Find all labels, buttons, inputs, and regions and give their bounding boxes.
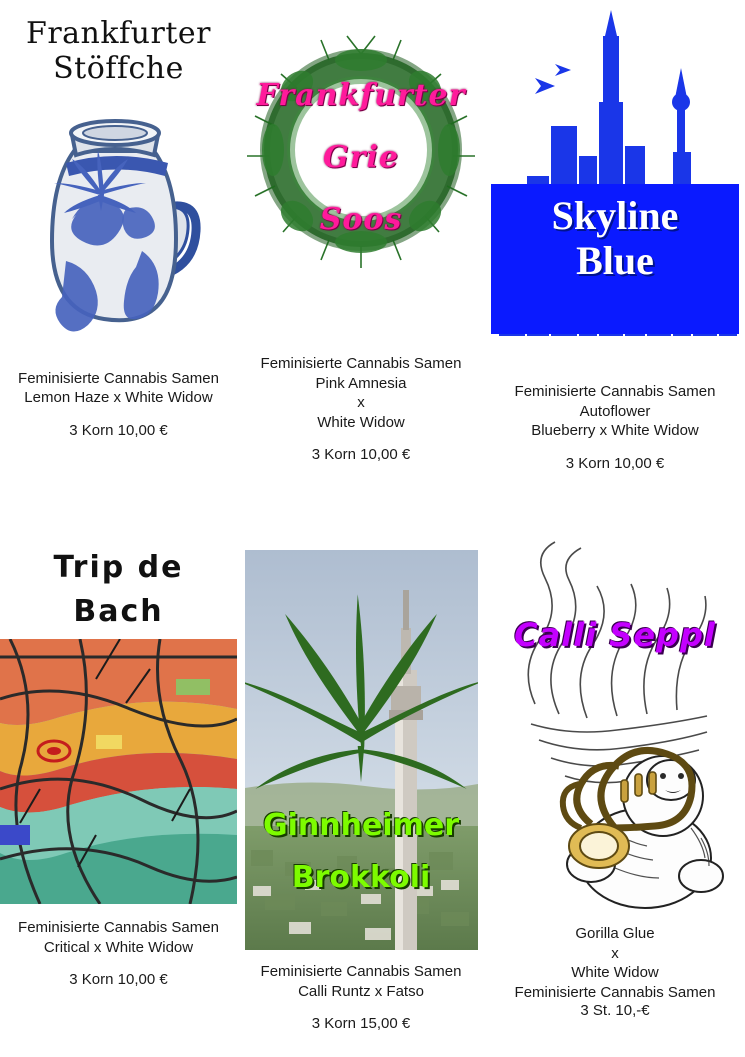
tower-title-line: Ginnheimer: [262, 808, 459, 843]
herb-wreath-icon: [245, 30, 477, 282]
product-title-line: Frankfurter: [26, 16, 211, 51]
product-price: 3 Korn 10,00 €: [311, 446, 411, 463]
caption-line: White Widow: [317, 413, 405, 431]
skyline-artwork: [491, 6, 739, 336]
caption-line: White Widow: [571, 964, 659, 981]
product-card-skyline-blue: [485, 0, 745, 520]
psychedelic-map-artwork: [0, 639, 237, 904]
skyline-title-line: Blue: [576, 237, 654, 283]
caption-line: Feminisierte Cannabis Samen: [260, 963, 462, 980]
wreath-title-line: Soos: [319, 202, 403, 237]
product-title-line: Trip de: [53, 550, 184, 585]
product-title: [54, 546, 184, 633]
tv-tower-artwork: [245, 550, 478, 950]
caption-line: Autoflower: [579, 402, 651, 420]
product-caption: [237, 354, 485, 432]
caption-line: Feminisierte Cannabis Samen: [514, 983, 716, 1001]
product-title-line: Bach: [73, 593, 164, 629]
product-card-ginnheimer-brokkoli: [237, 520, 485, 1057]
product-caption: [485, 924, 745, 1002]
caption-line: Feminisierte Cannabis Samen: [18, 919, 219, 936]
product-caption: [237, 962, 485, 1001]
caption-line: Critical x White Widow: [43, 938, 194, 956]
skyline-title-line: Skyline: [551, 193, 679, 238]
wreath-title-line: Grie: [323, 140, 399, 175]
caption-line: Feminisierte Cannabis Samen: [18, 369, 219, 387]
bembel-jug-icon: [14, 91, 224, 351]
product-caption: [0, 918, 237, 957]
product-price: 3 St. 10,-€: [580, 1002, 650, 1019]
product-price: 3 Korn 10,00 €: [69, 421, 168, 439]
caption-line: Calli Runtz x Fatso: [298, 982, 424, 1000]
caption-line: x: [357, 394, 365, 411]
product-price: 3 Korn 15,00 €: [311, 1015, 411, 1032]
skyline-title: [491, 194, 739, 284]
wreath-title-line: Frankfurter: [256, 78, 466, 113]
caption-line: Blueberry x White Widow: [531, 422, 699, 439]
product-title-line: Stöffche: [53, 51, 184, 87]
caption-line: Lemon Haze x White Widow: [24, 389, 213, 407]
caption-line: Feminisierte Cannabis Samen: [514, 383, 716, 400]
caption-line: Feminisierte Cannabis Samen: [260, 355, 462, 372]
calli-title: Calli Seppl: [514, 616, 716, 654]
product-caption: [0, 369, 237, 408]
product-card-frankfurter-stoeffche: [0, 0, 237, 520]
product-card-calli-seppl: [485, 520, 745, 1057]
product-price: 3 Korn 10,00 €: [565, 454, 665, 472]
gorilla-tuba-artwork: [495, 528, 735, 918]
caption-line: x: [611, 944, 619, 962]
caption-line: Gorilla Glue: [575, 925, 655, 942]
tower-title-line: Brokkoli: [291, 860, 431, 895]
product-caption: [485, 382, 745, 441]
product-price: 3 Korn 10,00 €: [69, 971, 168, 988]
product-card-trip-de-bach: [0, 520, 237, 1057]
caption-line: Pink Amnesia: [315, 374, 407, 392]
product-card-frankfurter-grie-soss: [237, 0, 485, 520]
product-title: [26, 16, 211, 87]
